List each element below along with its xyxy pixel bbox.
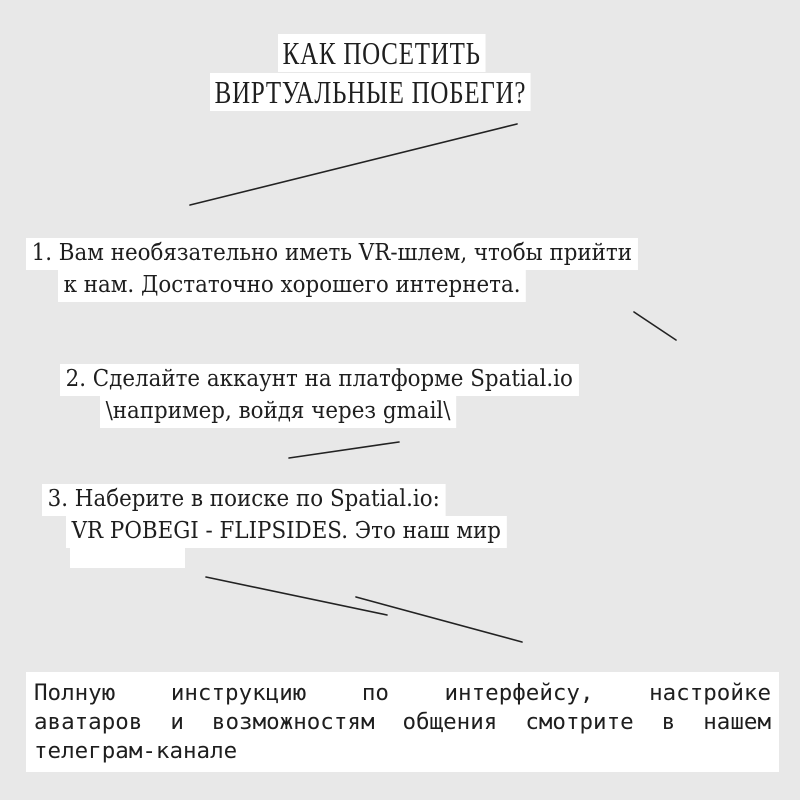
footer-line-3: телеграм-канале [34, 738, 238, 764]
step-3-text-line-2: VR POBEGI - FLIPSIDES. Это наш мир [66, 516, 507, 548]
step-2-text-line-2: \например, войдя через gmail\ [100, 396, 456, 428]
step-2-text-line-1: 2. Сделайте аккаунт на платформе Spatial.io [60, 364, 578, 396]
page-title-line-1: КАК ПОСЕТИТЬ [278, 34, 485, 72]
step-1-text-line-2: к нам. Достаточно хорошего интернета. [58, 270, 526, 302]
footer-line-2: аватаров и возможностям общения смотрите в нашем [34, 709, 771, 735]
footer-note [26, 672, 779, 772]
step-1-text-line-1: 1. Вам необязательно иметь VR-шлем, чтобы прийти [26, 238, 638, 270]
step-3-text-line-1: 3. Наберите в поиске по Spatial.io: [42, 484, 445, 516]
stroke-title-underline [190, 124, 517, 205]
stroke-step2-underline [289, 442, 399, 458]
stroke-step3-underline-a [206, 577, 387, 615]
stroke-step1-tick [634, 312, 676, 340]
page-title-line-2: ВИРТУАЛЬНЫЕ ПОБЕГИ? [210, 73, 531, 111]
stroke-step3-underline-b [356, 597, 522, 642]
footer-line-1: Полную инструкцию по интерфейсу, настройке [34, 680, 771, 706]
